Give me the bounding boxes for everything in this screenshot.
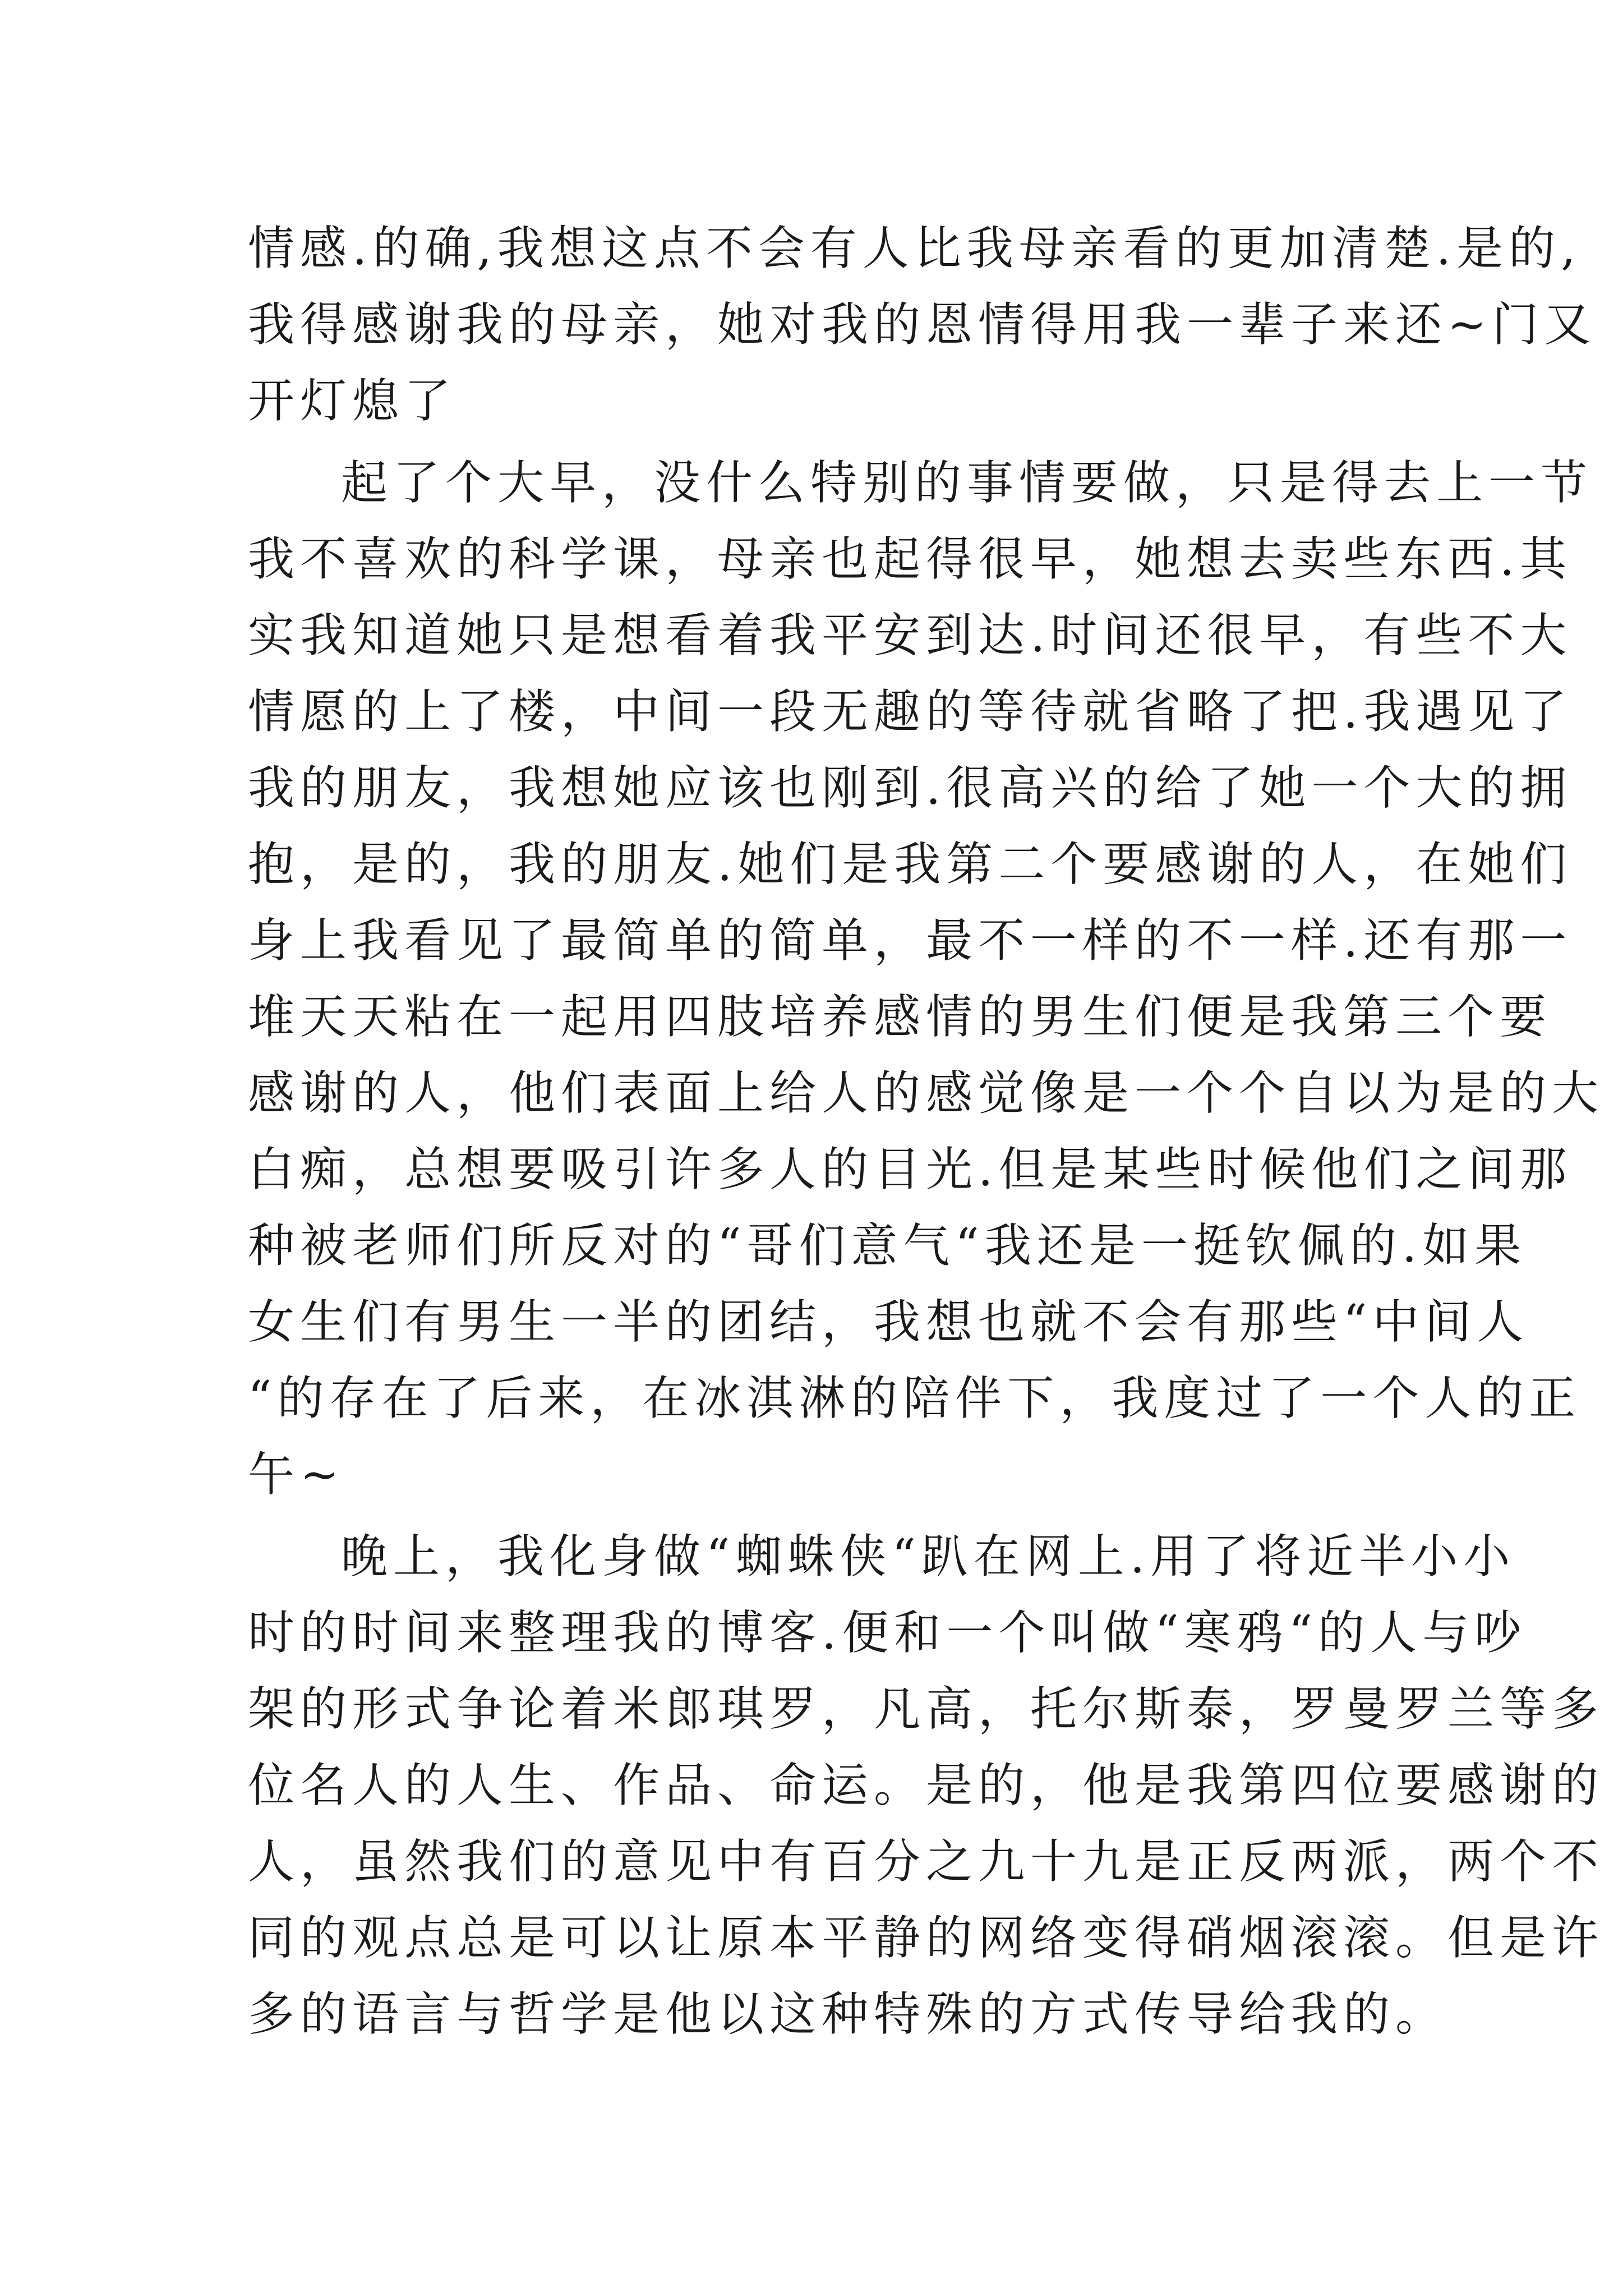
paragraph-2-line-7: 身上我看见了最简单的简单，最不一样的不一样.还有那一 [248,913,1573,968]
paragraph-2-line-10: 白痴，总想要吸引许多人的目光.但是某些时候他们之间那 [248,1142,1573,1197]
paragraph-3-line-7: 多的语言与哲学是他以这种特殊的方式传导给我的。 [248,1987,1447,2041]
paragraph-2-line-3: 实我知道她只是想看着我平安到达.时间还很早，有些不大 [248,608,1573,662]
paragraph-3-line-6: 同的观点总是可以让原本平静的网络变得硝烟滚滚。但是许 [248,1911,1604,1965]
document-body [248,210,1604,2053]
paragraph-3-line-3: 架的形式争论着米郎琪罗，凡高，托尔斯泰，罗曼罗兰等多 [248,1682,1604,1736]
paragraph-2-line-4: 情愿的上了楼，中间一段无趣的等待就省略了把.我遇见了 [248,684,1573,739]
paragraph-1-line-3: 开灯熄了 [248,374,457,428]
paragraph-3-line-1: 晚上，我化身做“蜘蛛侠“趴在网上.用了将近半小小 [341,1529,1516,1584]
paragraph-2-line-9: 感谢的人，他们表面上给人的感觉像是一个个自以为是的大 [248,1066,1604,1120]
paragraph-gap [248,1513,1392,1519]
paragraph-3-line-4: 位名人的人生、作品、命运。是的，他是我第四位要感谢的 [248,1758,1604,1812]
paragraph-2-line-5: 我的朋友，我想她应该也刚到.很高兴的给了她一个大的拥 [248,761,1573,815]
paragraph-gap [248,439,1392,445]
paragraph-2-line-14: 午~ [248,1447,345,1502]
paragraph-2-line-13: “的存在了后来，在冰淇淋的陪伴下，我度过了一个人的正 [248,1371,1581,1425]
paragraph-1-line-1: 情感.的确,我想这点不会有人比我母亲看的更加清楚.是的, [248,221,1581,275]
paragraph-2-line-1: 起了个大早，没什么特别的事情要做，只是得去上一节 [341,455,1593,510]
paragraph-2-line-6: 抱，是的，我的朋友.她们是我第二个要感谢的人，在她们 [248,837,1573,891]
paragraph-2-line-12: 女生们有男生一半的团结，我想也就不会有那些“中间人 [248,1295,1529,1349]
paragraph-2-line-11: 种被老师们所反对的“哥们意气“我还是一挺钦佩的.如果 [248,1218,1527,1273]
paragraph-3-line-2: 时的时间来整理我的博客.便和一个叫做“寒鸦“的人与吵 [248,1605,1527,1660]
paragraph-2-line-2: 我不喜欢的科学课，母亲也起得很早，她想去卖些东西.其 [248,532,1573,586]
paragraph-1-line-2: 我得感谢我的母亲，她对我的恩情得用我一辈子来还~门又 [248,297,1597,352]
paragraph-2-line-8: 堆天天粘在一起用四肢培养感情的男生们便是我第三个要 [248,990,1552,1044]
paragraph-3-line-5: 人，虽然我们的意见中有百分之九十九是正反两派，两个不 [248,1834,1604,1889]
